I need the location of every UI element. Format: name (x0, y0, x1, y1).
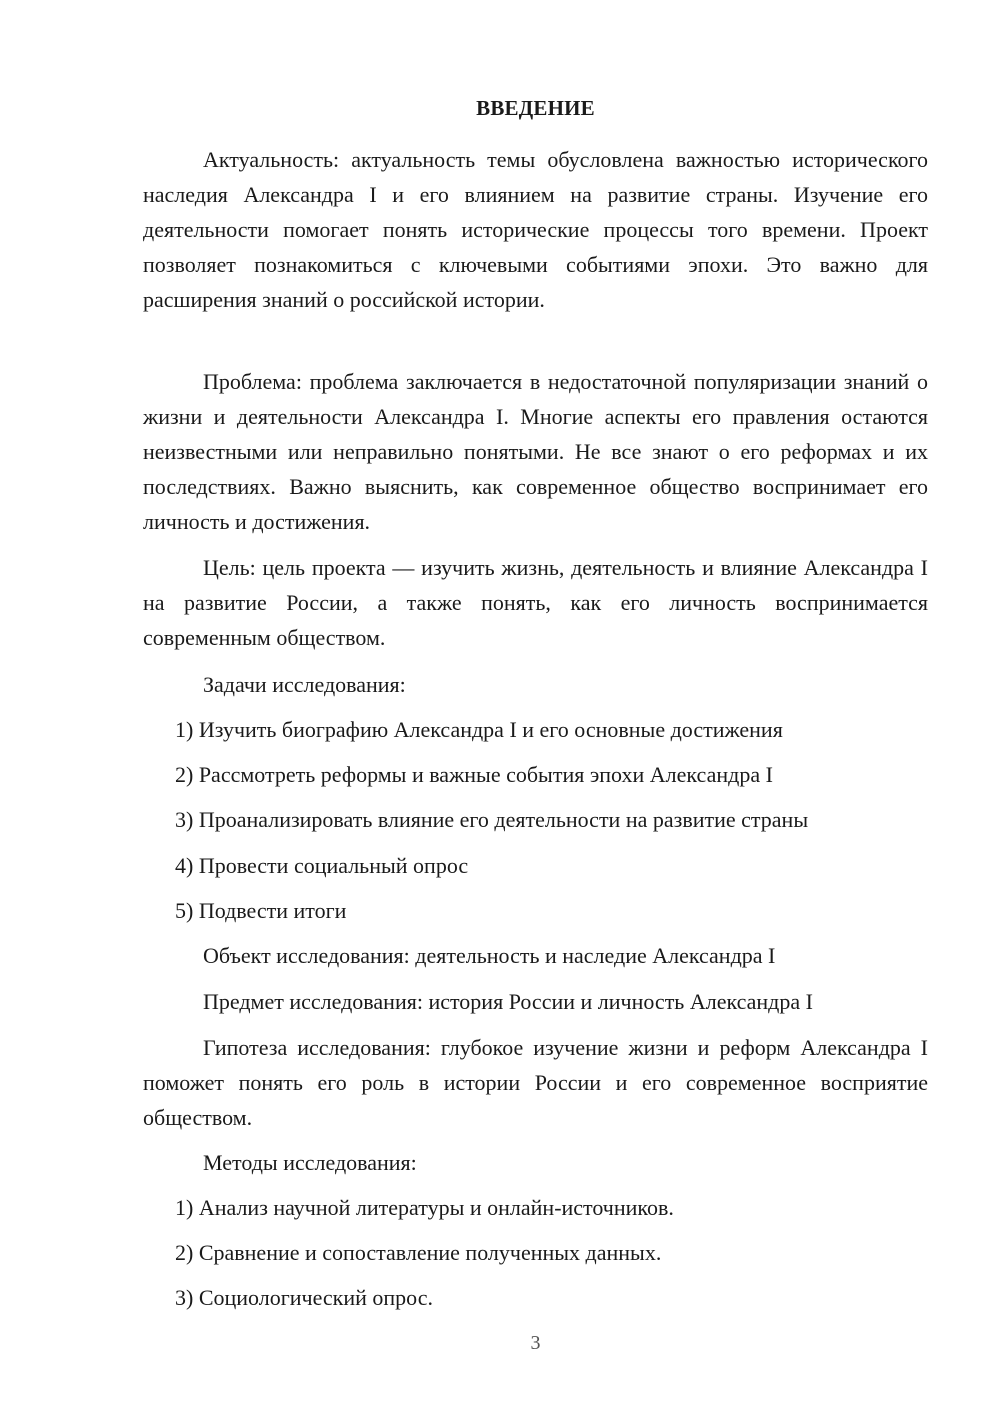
hypothesis-paragraph: Гипотеза исследования: глубокое изучение жизни и реформ Александра I поможет понять его роль в истории России и его современное восприятие обществом. (143, 1035, 928, 1130)
relevance-paragraph: Актуальность: актуальность темы обусловлена важностью исторического наследия Александра I и его влиянием на развитие страны. Изучение его деятельности помогает понять исторические процессы того времени. Проект позволяет познакомиться с ключевыми событиями эпохи. Это важно для расширения знаний о российской истории. (143, 147, 928, 312)
list-item: 2) Рассмотреть реформы и важные события эпохи Александра I (175, 762, 773, 787)
problem-paragraph: Проблема: проблема заключается в недостаточной популяризации знаний о жизни и деятельности Александра I. Многие аспекты его правления остаются неизвестными или неправильно понятыми. Не все знают о его реформах и их последствиях. Важно выяснить, как современное общество воспринимает его личность и достижения. (143, 369, 928, 534)
tasks-heading: Задачи исследования: (203, 672, 406, 697)
page-title: ВВЕДЕНИЕ (476, 96, 595, 120)
list-item: 1) Изучить биографию Александра I и его основные достижения (175, 717, 783, 742)
document-page (143, 0, 928, 1414)
list-item: 1) Анализ научной литературы и онлайн-источников. (175, 1195, 674, 1220)
research-subject: Предмет исследования: история России и личность Александра I (203, 989, 813, 1014)
page-number: 3 (530, 1332, 541, 1354)
list-item: 5) Подвести итоги (175, 898, 347, 923)
methods-heading: Методы исследования: (203, 1150, 417, 1175)
list-item: 3) Социологический опрос. (175, 1285, 433, 1310)
goal-paragraph: Цель: цель проекта — изучить жизнь, деятельность и влияние Александра I на развитие России, а также понять, как его личность воспринимается современным обществом. (143, 555, 928, 650)
list-item: 4) Провести социальный опрос (175, 853, 469, 878)
list-item: 3) Проанализировать влияние его деятельности на развитие страны (175, 807, 809, 832)
research-object: Объект исследования: деятельность и наследие Александра I (203, 943, 776, 968)
list-item: 2) Сравнение и сопоставление полученных данных. (175, 1240, 662, 1265)
